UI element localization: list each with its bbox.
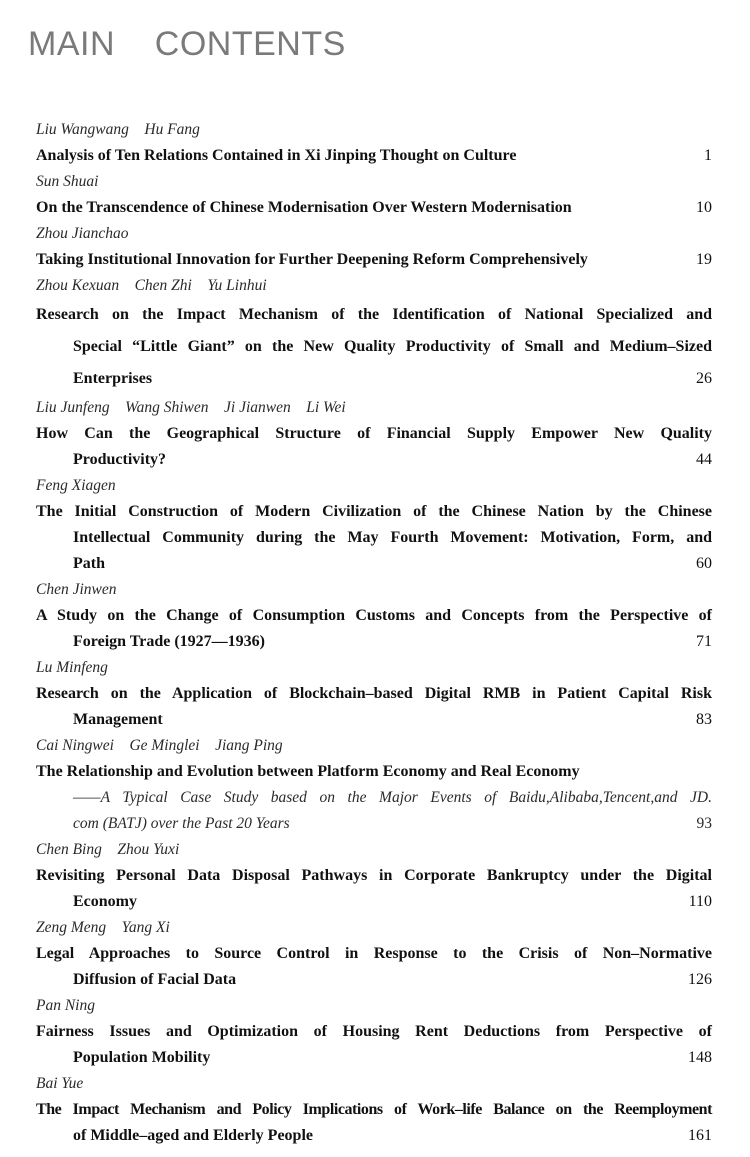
entry-authors: Chen Jinwen	[36, 581, 117, 598]
subtitle-line: com (BATJ) over the Past 20 Years 93	[36, 811, 712, 837]
entry-authors: Bai Yue	[36, 1075, 84, 1092]
title-line: Legal Approaches to Source Control in Response to the Crisis of Non–Normative	[36, 945, 712, 962]
contents-entry	[36, 915, 712, 993]
page-number: 1	[704, 147, 712, 164]
title-line: The Impact Mechanism and Policy Implications of Work–life Balance on the Reemployment	[36, 1101, 712, 1118]
entry-title[interactable]	[36, 681, 712, 733]
entry-title[interactable]	[36, 759, 712, 785]
contents-entry	[36, 221, 712, 273]
contents-entry	[36, 273, 712, 395]
contents-entry	[36, 655, 712, 733]
page-number: 19	[696, 251, 712, 268]
entry-title[interactable]	[36, 941, 712, 993]
title-line: A Study on the Change of Consumption Customs and Concepts from the Perspective of	[36, 607, 712, 624]
page-number: 83	[696, 711, 712, 728]
entry-title[interactable]	[36, 1097, 712, 1149]
contents-entry	[36, 169, 712, 221]
page-number: 110	[688, 893, 712, 910]
page-number: 44	[696, 451, 712, 468]
contents-entry	[36, 577, 712, 655]
title-line: Productivity? 44	[36, 447, 712, 473]
title-line: Research on the Impact Mechanism of the Identification of National Specialized and	[36, 306, 712, 323]
title-line: Foreign Trade (1927—1936) 71	[36, 629, 712, 655]
contents-entry	[36, 733, 712, 837]
entry-subtitle	[36, 785, 712, 837]
page-number: 10	[696, 199, 712, 216]
title-line: Management 83	[36, 707, 712, 733]
title-line: Analysis of Ten Relations Contained in Xi Jinping Thought on Culture 1	[36, 143, 712, 169]
entry-title[interactable]	[36, 499, 712, 577]
entry-title[interactable]	[36, 863, 712, 915]
title-line: Revisiting Personal Data Disposal Pathways in Corporate Bankruptcy under the Digital	[36, 867, 712, 884]
title-line: On the Transcendence of Chinese Modernisation Over Western Modernisation 10	[36, 195, 712, 221]
title-line: Special “Little Giant” on the New Quality Productivity of Small and Medium–Sized	[73, 338, 712, 355]
entry-authors: Feng Xiagen	[36, 477, 116, 494]
page-number: 93	[696, 815, 712, 832]
entry-authors: Cai Ningwei Ge Minglei Jiang Ping	[36, 737, 283, 754]
entry-title[interactable]	[36, 195, 712, 221]
title-line: Intellectual Community during the May Fourth Movement: Motivation, Form, and	[73, 529, 712, 546]
entry-authors: Zhou Jianchao	[36, 225, 129, 242]
title-line: Fairness Issues and Optimization of Housing Rent Deductions from Perspective of	[36, 1023, 712, 1040]
page-number: 161	[688, 1127, 712, 1144]
entry-authors: Liu Wangwang Hu Fang	[36, 121, 200, 138]
contents-entry	[36, 395, 712, 473]
title-line: of Middle–aged and Elderly People 161	[36, 1123, 712, 1149]
page-number: 148	[688, 1049, 712, 1066]
entry-title[interactable]	[36, 299, 712, 395]
page-number: 60	[696, 555, 712, 572]
page-number: 126	[688, 971, 712, 988]
entry-title[interactable]	[36, 143, 712, 169]
contents-entry	[36, 837, 712, 915]
entry-authors: Lu Minfeng	[36, 659, 108, 676]
title-line: The Initial Construction of Modern Civilization of the Chinese Nation by the Chinese	[36, 503, 712, 520]
entry-authors: Zeng Meng Yang Xi	[36, 919, 170, 936]
entry-title[interactable]	[36, 247, 712, 273]
entry-authors: Pan Ning	[36, 997, 95, 1014]
entry-title[interactable]	[36, 421, 712, 473]
title-line: Diffusion of Facial Data 126	[36, 967, 712, 993]
entry-authors: Liu Junfeng Wang Shiwen Ji Jianwen Li Wei	[36, 399, 346, 416]
title-line: Economy 110	[36, 889, 712, 915]
contents-entry	[36, 117, 712, 169]
contents-entry	[36, 473, 712, 577]
entry-title[interactable]	[36, 1019, 712, 1071]
title-line: Taking Institutional Innovation for Further Deepening Reform Comprehensively 19	[36, 247, 712, 273]
title-line: Research on the Application of Blockchain–based Digital RMB in Patient Capital Risk	[36, 685, 712, 702]
contents-entry	[36, 993, 712, 1071]
entry-authors: Chen Bing Zhou Yuxi	[36, 841, 180, 858]
title-line: Population Mobility 148	[36, 1045, 712, 1071]
page-number: 26	[696, 370, 712, 387]
contents-entry	[36, 1071, 712, 1149]
page-number: 71	[696, 633, 712, 650]
entry-authors: Zhou Kexuan Chen Zhi Yu Linhui	[36, 277, 267, 294]
title-line: Path 60	[36, 551, 712, 577]
subtitle-line: ——A Typical Case Study based on the Major Events of Baidu,Alibaba,Tencent,and JD.	[73, 789, 712, 806]
entry-authors: Sun Shuai	[36, 173, 99, 190]
title-line: Enterprises 26	[36, 363, 712, 395]
title-line: How Can the Geographical Structure of Financial Supply Empower New Quality	[36, 425, 712, 442]
title-line: The Relationship and Evolution between Platform Economy and Real Economy	[36, 763, 580, 780]
entry-title[interactable]	[36, 603, 712, 655]
page-title: MAIN CONTENTS	[28, 25, 346, 63]
contents-list	[36, 117, 712, 1149]
